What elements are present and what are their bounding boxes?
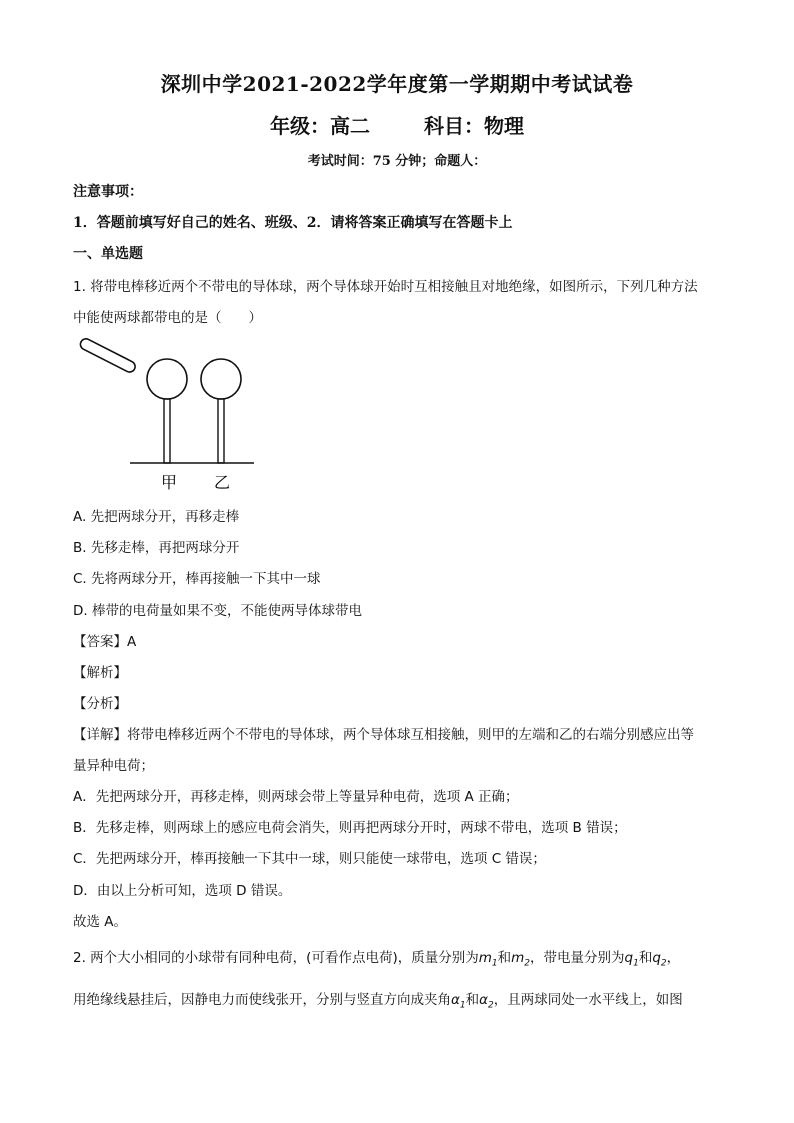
alpha2-letter: α	[479, 992, 489, 1008]
alpha1-symbol	[451, 992, 466, 1011]
m1-subscript: 1	[491, 958, 498, 969]
q2-and-2: 和	[638, 950, 653, 966]
q2-stem-line-2	[73, 988, 683, 1011]
q1-option-a: A. 先把两球分开，再移走棒	[73, 509, 240, 525]
q1-subscript: 1	[633, 958, 639, 969]
q1-option-d: D. 棒带的电荷量如果不变，不能使两导体球带电	[73, 603, 362, 619]
label-yi: 乙	[213, 473, 231, 492]
alpha1-letter: α	[451, 992, 460, 1008]
charged-rod	[79, 337, 137, 374]
q1-detail-line-2: 量异种电荷；	[73, 758, 154, 774]
m2-symbol	[511, 950, 530, 969]
q1-symbol	[624, 950, 639, 969]
notes-heading: 注意事项：	[73, 184, 143, 200]
q2-text-c: ，	[666, 950, 681, 966]
q2-text-d: 用绝缘线悬挂后，因静电力而使线张开，分别与竖直方向成夹角	[73, 992, 451, 1008]
q1-figure	[70, 332, 270, 502]
q2-symbol	[652, 950, 667, 969]
q1-explain-a: A．先把两球分开，再移走棒，则两球会带上等量异种电荷，选项 A 正确；	[73, 789, 519, 805]
q2-stem-line-1	[73, 946, 680, 969]
answer-tag: 【答案】	[73, 634, 127, 650]
detail-text: 将带电棒移近两个不带电的导体球，两个导体球互相接触，则甲的左端和乙的右端分别感应出等	[127, 727, 694, 743]
q1-explain-c: C．先把两球分开，棒再接触一下其中一球，则只能使一球带电，选项 C 错误；	[73, 851, 546, 867]
q1-option-b: B. 先移走棒，再把两球分开	[73, 540, 240, 556]
m1-letter: m	[478, 950, 492, 966]
alpha1-subscript: 1	[459, 1000, 466, 1011]
q1-conclusion: 故选 A。	[73, 914, 128, 930]
section-heading: 一、单选题	[73, 246, 143, 262]
q1-stem-line-2: 中能使两球都带电的是（ ）	[73, 310, 262, 326]
m1-symbol	[478, 950, 498, 969]
m2-subscript: 2	[524, 958, 530, 969]
label-jia: 甲	[160, 473, 178, 492]
answer-value: A	[127, 634, 137, 650]
q1-fenxi-tag: 【分析】	[73, 696, 127, 712]
q1-detail-line-1	[73, 723, 694, 743]
grade-label: 年级：高二	[270, 114, 370, 138]
exam-info: 考试时间：75 分钟；命题人：	[307, 154, 487, 169]
q1-explain-d: D．由以上分析可知，选项 D 错误。	[73, 883, 292, 899]
alpha2-subscript: 2	[488, 1000, 494, 1011]
q2-and-3: 和	[465, 992, 480, 1008]
q1-stem-line-1: 1. 将带电棒移近两个不带电的导体球，两个导体球开始时互相接触且对地绝缘，如图所示，下列几种方法	[73, 279, 698, 295]
detail-tag: 【详解】	[73, 727, 127, 743]
q2-and-1: 和	[497, 950, 512, 966]
q1-analysis-tag: 【解析】	[73, 665, 127, 681]
q2-text-e: ，且两球同处一水平线上，如图	[493, 992, 683, 1008]
q2-text-b: ，带电量分别为	[530, 950, 625, 966]
subject-label: 科目：物理	[424, 114, 524, 138]
q2-subscript: 2	[660, 958, 667, 969]
sphere-jia	[147, 359, 187, 463]
notes-item: 1．答题前填写好自己的姓名、班级、2．请将答案正确填写在答题卡上	[73, 215, 513, 231]
q1-answer	[73, 630, 136, 650]
q1-letter: q	[624, 950, 634, 966]
alpha2-symbol	[479, 992, 494, 1011]
exam-title: 深圳中学2021-2022学年度第一学期期中考试试卷	[160, 72, 634, 96]
m2-letter: m	[511, 950, 525, 966]
q1-option-c: C. 先将两球分开，棒再接触一下其中一球	[73, 571, 321, 587]
q1-explain-b: B．先移走棒，则两球上的感应电荷会消失，则再把两球分开时，两球不带电，选项 B 错误；	[73, 820, 627, 836]
exam-subtitle	[0, 110, 794, 139]
sphere-yi	[201, 359, 241, 463]
q2-text-a: 2. 两个大小相同的小球带有同种电荷，(可看作点电荷)，质量分别为	[73, 950, 479, 966]
q2-letter: q	[652, 950, 661, 966]
